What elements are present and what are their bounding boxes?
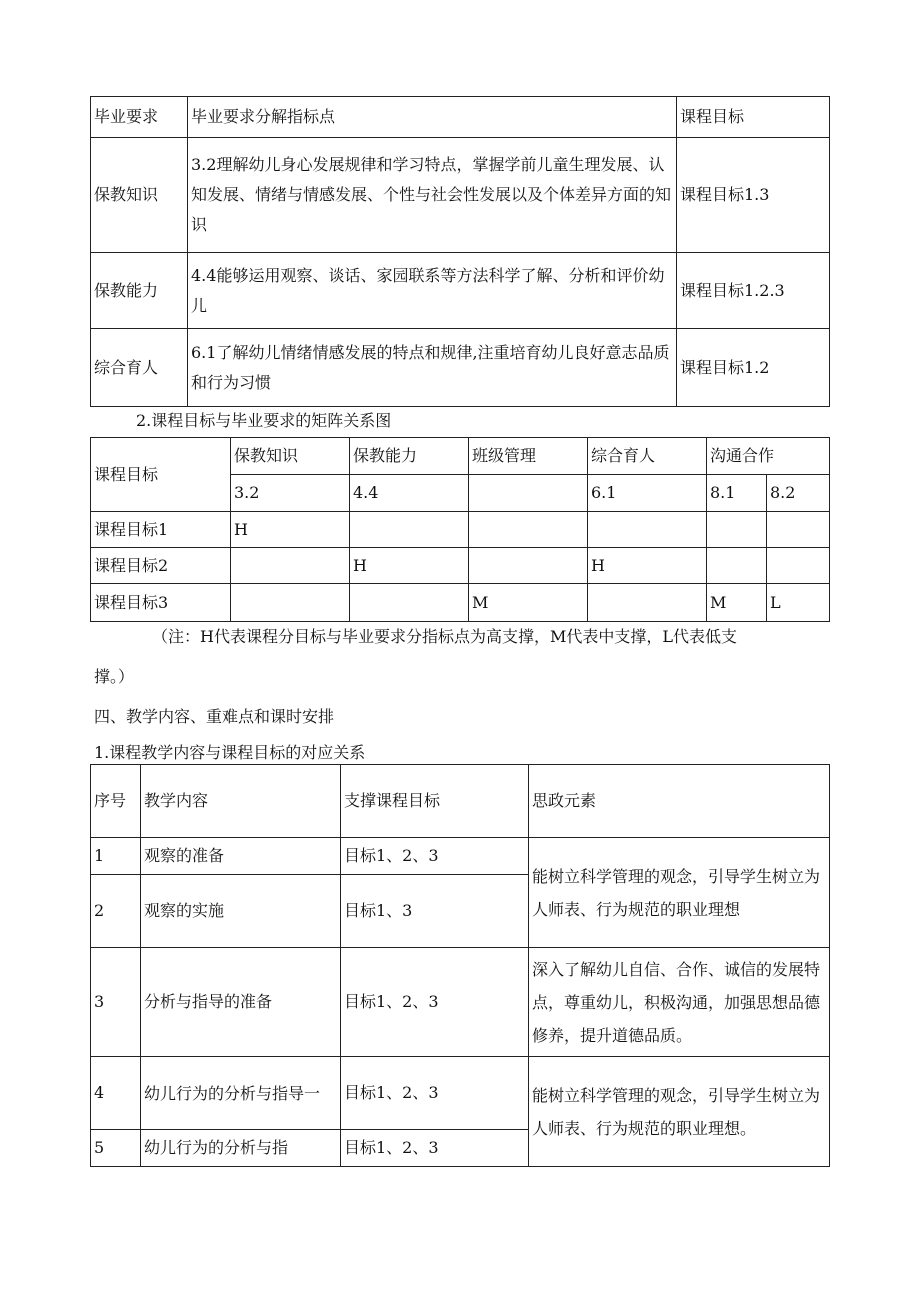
matrix-cell	[350, 584, 469, 622]
requirement-cell: 保教知识	[91, 138, 188, 253]
matrix-indicator	[469, 475, 588, 512]
matrix-cell: H	[350, 548, 469, 584]
content-cell: 幼儿行为的分析与指	[141, 1130, 341, 1167]
goal-cell: 课程目标1.2	[677, 329, 830, 407]
matrix-corner: 课程目标	[91, 438, 231, 512]
matrix-cell	[231, 584, 350, 622]
section-title: 2.课程目标与毕业要求的矩阵关系图	[136, 411, 392, 430]
ideology-cell: 能树立科学管理的观念，引导学生树立为人师表、行为规范的职业理想	[529, 838, 830, 948]
matrix-indicator: 8.2	[767, 475, 830, 512]
ideology-cell: 深入了解幼儿自信、合作、诚信的发展特点，尊重幼儿，积极沟通，加强思想品德修养，提升道德品质。	[529, 948, 830, 1057]
section-heading: 四、教学内容、重难点和课时安排	[94, 707, 335, 726]
indicator-cell: 4.4能够运用观察、谈话、家园联系等方法科学了解、分析和评价幼儿	[188, 253, 677, 329]
content-cell: 观察的实施	[141, 875, 341, 948]
header-cell: 思政元素	[529, 765, 830, 838]
matrix-cell	[707, 548, 767, 584]
matrix-indicator: 3.2	[231, 475, 350, 512]
matrix-cell: L	[767, 584, 830, 622]
matrix-indicator: 4.4	[350, 475, 469, 512]
matrix-cell	[767, 548, 830, 584]
matrix-row-label: 课程目标1	[91, 512, 231, 548]
matrix-group: 班级管理	[469, 438, 588, 475]
matrix-group: 保教知识	[231, 438, 350, 475]
matrix-cell	[231, 548, 350, 584]
matrix-cell: H	[588, 548, 707, 584]
indicator-cell: 3.2理解幼儿身心发展规律和学习特点，掌握学前儿童生理发展、认知发展、情绪与情感发展、个性与社会性发展以及个体差异方面的知识	[188, 138, 677, 253]
goal-cell: 课程目标1.3	[677, 138, 830, 253]
matrix-cell: H	[231, 512, 350, 548]
content-table	[90, 764, 830, 1167]
section-subheading: 1.课程教学内容与课程目标的对应关系	[94, 743, 366, 762]
matrix-group: 沟通合作	[707, 438, 830, 475]
header-cell: 支撑课程目标	[341, 765, 529, 838]
matrix-cell	[469, 548, 588, 584]
matrix-group: 保教能力	[350, 438, 469, 475]
matrix-cell	[707, 512, 767, 548]
matrix-cell	[588, 512, 707, 548]
matrix-cell: M	[707, 584, 767, 622]
note-line-1: （注：H代表课程分目标与毕业要求分指标点为高支撑，M代表中支撑，L代表低支	[152, 627, 737, 646]
matrix-cell	[588, 584, 707, 622]
goal-cell: 目标1、2、3	[341, 948, 529, 1057]
matrix-row-label: 课程目标3	[91, 584, 231, 622]
header-cell: 课程目标	[677, 97, 830, 138]
header-cell: 毕业要求分解指标点	[188, 97, 677, 138]
content-cell: 分析与指导的准备	[141, 948, 341, 1057]
row-number: 4	[91, 1057, 141, 1130]
matrix-indicator: 6.1	[588, 475, 707, 512]
ideology-cell: 能树立科学管理的观念，引导学生树立为人师表、行为规范的职业理想。	[529, 1057, 830, 1167]
matrix-cell: M	[469, 584, 588, 622]
content-cell: 观察的准备	[141, 838, 341, 875]
row-number: 1	[91, 838, 141, 875]
header-cell: 教学内容	[141, 765, 341, 838]
row-number: 3	[91, 948, 141, 1057]
matrix-cell	[469, 512, 588, 548]
row-number: 5	[91, 1130, 141, 1167]
goal-cell: 目标1、2、3	[341, 1130, 529, 1167]
goal-cell: 课程目标1.2.3	[677, 253, 830, 329]
content-cell: 幼儿行为的分析与指导一	[141, 1057, 341, 1130]
requirement-cell: 综合育人	[91, 329, 188, 407]
header-cell: 毕业要求	[91, 97, 188, 138]
matrix-table	[90, 437, 830, 622]
requirement-cell: 保教能力	[91, 253, 188, 329]
goal-cell: 目标1、2、3	[341, 838, 529, 875]
graduation-requirements-table	[90, 96, 830, 407]
matrix-row-label: 课程目标2	[91, 548, 231, 584]
matrix-cell	[350, 512, 469, 548]
matrix-indicator: 8.1	[707, 475, 767, 512]
goal-cell: 目标1、3	[341, 875, 529, 948]
indicator-cell: 6.1了解幼儿情绪情感发展的特点和规律,注重培育幼儿良好意志品质和行为习惯	[188, 329, 677, 407]
note-line-2: 撑。）	[94, 667, 135, 686]
goal-cell: 目标1、2、3	[341, 1057, 529, 1130]
row-number: 2	[91, 875, 141, 948]
matrix-cell	[767, 512, 830, 548]
matrix-group: 综合育人	[588, 438, 707, 475]
header-cell: 序号	[91, 765, 141, 838]
